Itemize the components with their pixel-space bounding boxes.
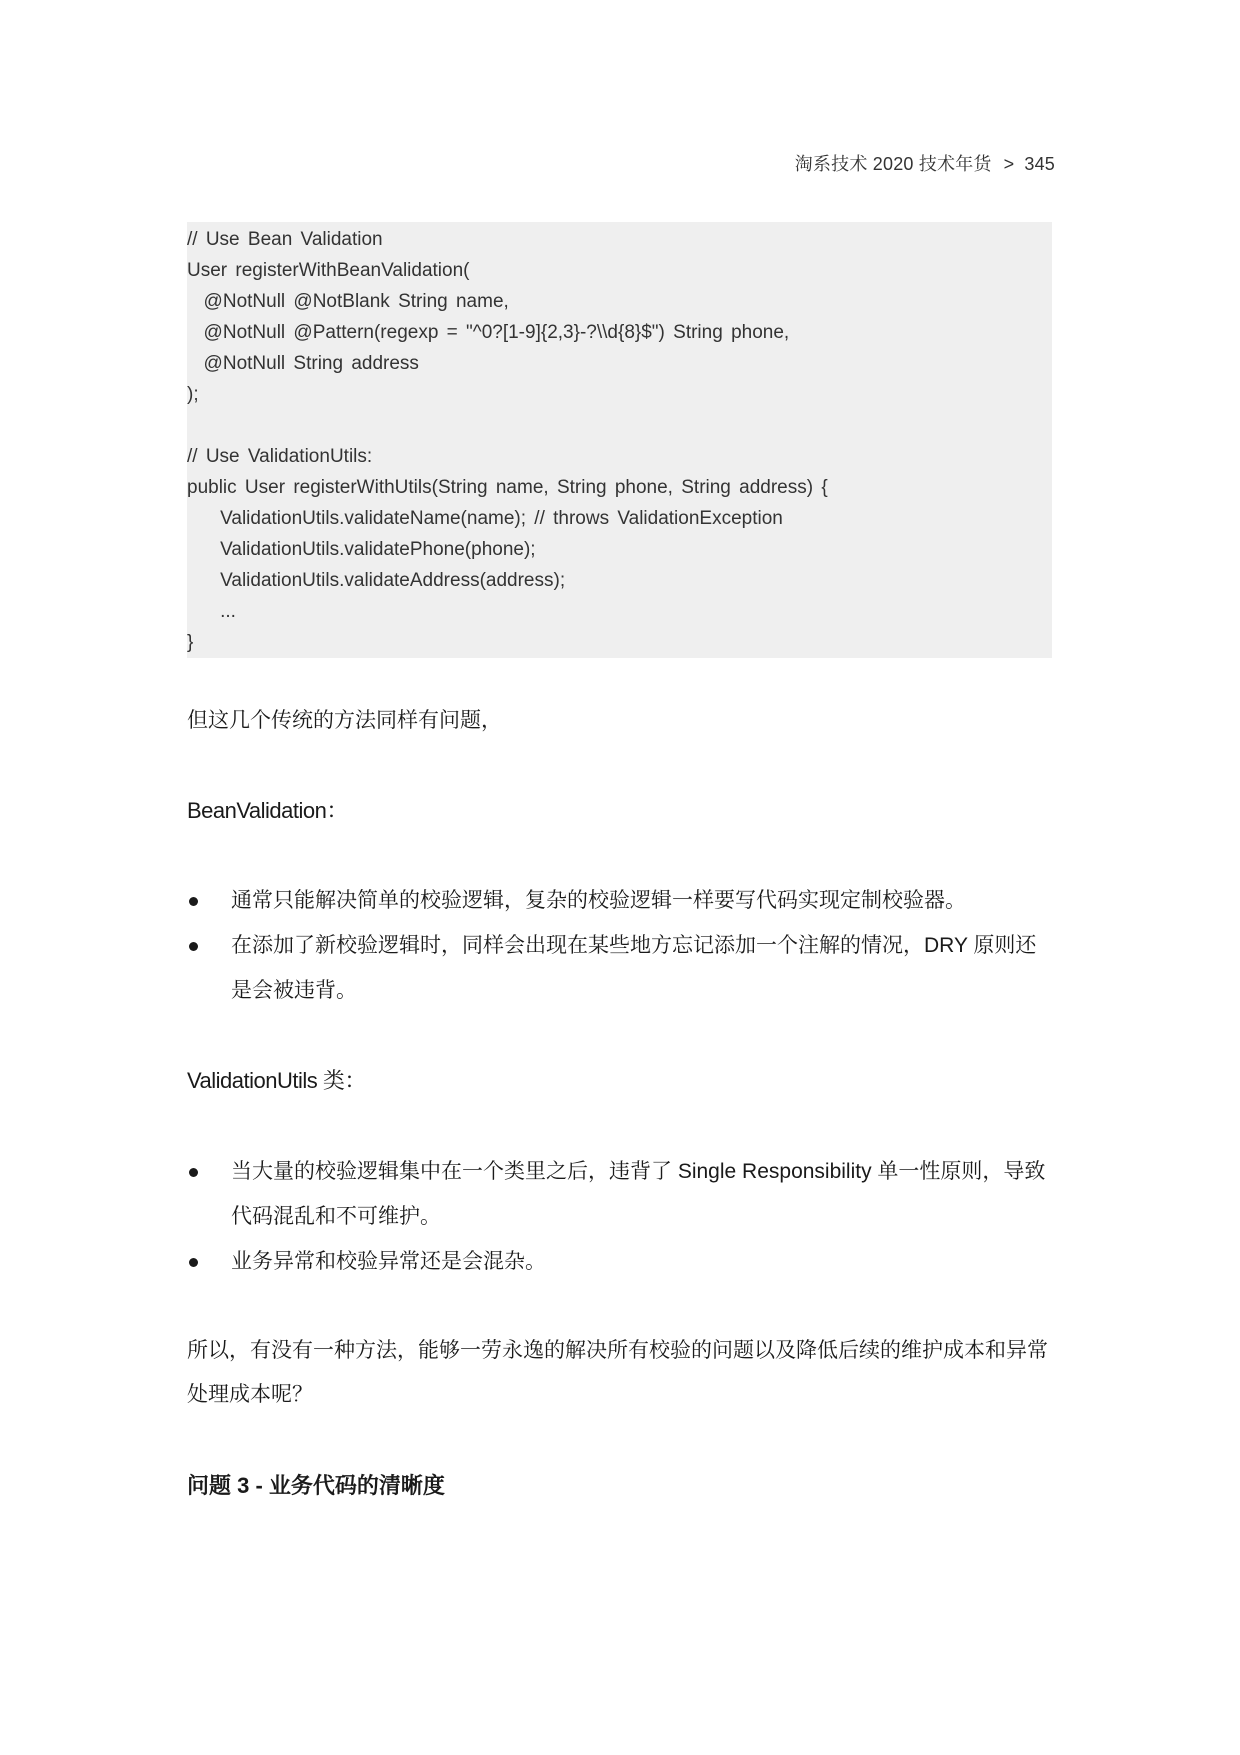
- list-item: [187, 923, 1053, 1013]
- section-heading: 问题 3 - 业务代码的清晰度: [187, 1473, 445, 1498]
- code-line: User registerWithBeanValidation(: [187, 260, 470, 281]
- list-item: [187, 1239, 1053, 1284]
- header-separator: >: [1003, 154, 1015, 174]
- code-line: // Use ValidationUtils:: [187, 446, 373, 467]
- list-item-text: 在添加了新校验逻辑时，同样会出现在某些地方忘记添加一个注解的情况，DRY 原则还是会被违背。: [231, 934, 1037, 1002]
- bullet-icon: [189, 1168, 198, 1177]
- intro-paragraph: 但这几个传统的方法同样有问题，: [187, 709, 502, 732]
- code-line: [187, 410, 1052, 441]
- code-line: public User registerWithUtils(String name, String phone, String address) {: [187, 477, 828, 498]
- code-line: ...: [187, 601, 236, 622]
- code-line: );: [187, 384, 199, 405]
- code-line: }: [187, 632, 194, 653]
- code-line: ValidationUtils.validateName(name); // throws ValidationException: [187, 508, 783, 529]
- question-paragraph: 所以，有没有一种方法，能够一劳永逸的解决所有校验的问题以及降低后续的维护成本和异常处理成本呢？: [187, 1339, 1048, 1406]
- list-item-text: 当大量的校验逻辑集中在一个类里之后，违背了 Single Responsibility 单一性原则，导致代码混乱和不可维护。: [231, 1160, 1046, 1228]
- code-line: ValidationUtils.validateAddress(address);: [187, 570, 566, 591]
- validation-utils-list: [187, 1149, 1053, 1284]
- code-line: @NotNull @Pattern(regexp = "^0?[1-9]{2,3}-?\\d{8}$") String phone,: [187, 322, 790, 343]
- code-line: @NotNull @NotBlank String name,: [187, 291, 509, 312]
- bullet-icon: [189, 897, 198, 906]
- page-number: 345: [1024, 154, 1055, 174]
- book-title: 淘系技术 2020 技术年货: [794, 154, 992, 174]
- code-line: @NotNull String address: [187, 353, 419, 374]
- code-line: ValidationUtils.validatePhone(phone);: [187, 539, 536, 560]
- list-item-text: 业务异常和校验异常还是会混杂。: [231, 1250, 546, 1273]
- bullet-icon: [189, 942, 198, 951]
- bullet-icon: [189, 1258, 198, 1267]
- code-line: // Use Bean Validation: [187, 229, 383, 250]
- list-item: [187, 1149, 1053, 1239]
- code-block: [187, 222, 1052, 658]
- list-item: [187, 878, 1053, 923]
- validation-utils-label: ValidationUtils 类：: [187, 1068, 366, 1093]
- running-header: [795, 150, 1055, 176]
- bean-validation-label: BeanValidation：: [187, 798, 348, 823]
- list-item-text: 通常只能解决简单的校验逻辑，复杂的校验逻辑一样要写代码实现定制校验器。: [231, 889, 966, 912]
- bean-validation-list: [187, 878, 1053, 1013]
